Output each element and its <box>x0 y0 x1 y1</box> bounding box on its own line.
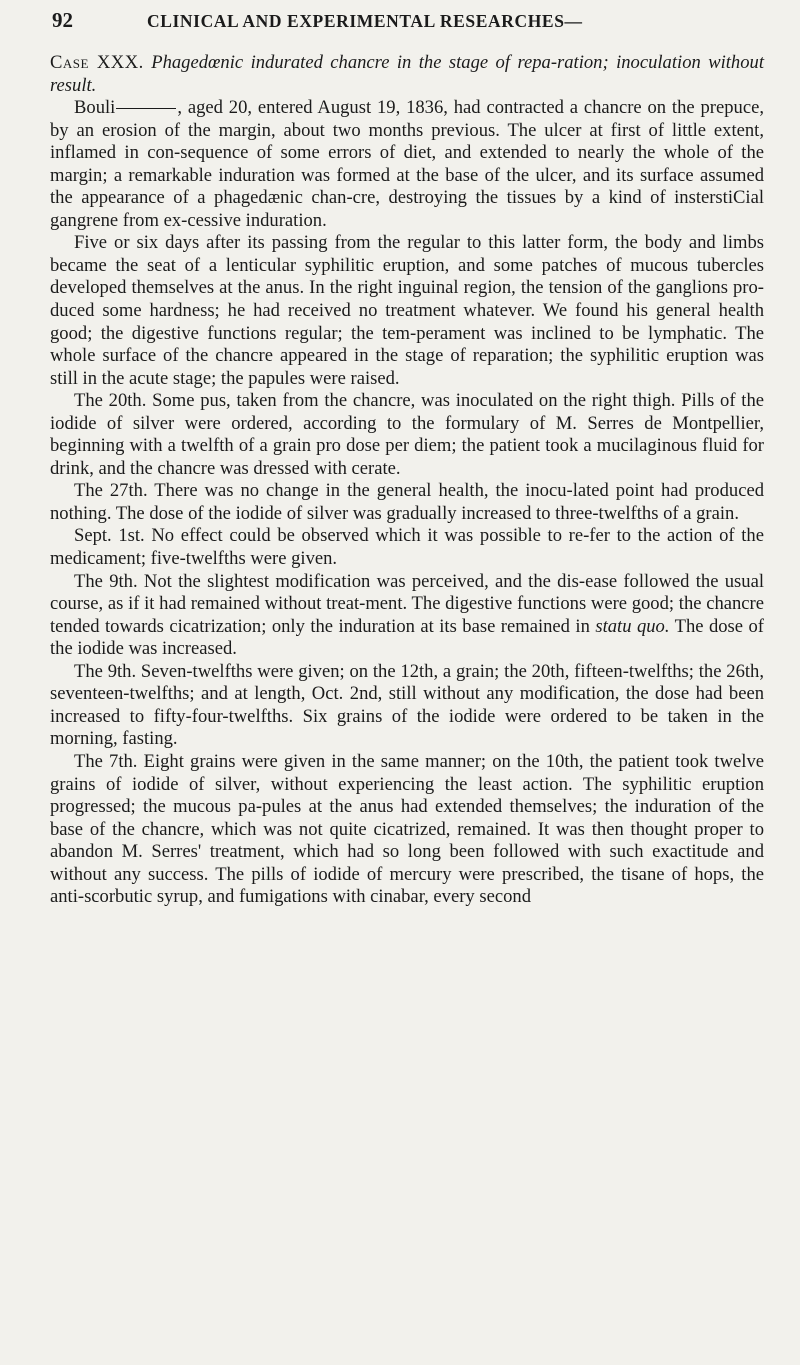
paragraph: The 7th. Eight grains were given in the same manner; on the 10th, the patient took twelve grains of iodide of silver, without experiencing the least action. The syphilitic eruption progressed; the mucous pa-pules at the anus had extended themselves; the induration of the base of the chancre, which was not quite cicatrized, remained. It was then thought proper to abandon M. Serres' treatment, which had so long been followed with such exactitude and without any success. The pills of iodide of mercury were prescribed, the tisane of hops, the anti-scorbutic syrup, and fumigations with cinabar, every second <box>50 750 764 908</box>
page-header <box>52 4 760 44</box>
paragraph-text: The 9th. Not the slightest modification was perceived, and the dis-ease followed the usual course, as if it had remained without treat-ment. The digestive functions were good; the chancre tended towards cicatrization; only the induration at its base remained in <box>50 570 764 637</box>
paragraph-text: , aged 20, entered August 19, 1836, had contracted a chancre on the prepuce, by an erosion of the margin, about two months previous. The ulcer at first of little extent, inflamed in con-sequence of some errors of diet, and extended to nearly the whole of the margin; a remarkable induration was formed at the base of the ulcer, and its surface assumed the appearance of a phagedænic chan-cre, destroying the tissues by a kind of insterstiCial gangrene from ex-cessive induration. <box>50 97 764 231</box>
running-head: CLINICAL AND EXPERIMENTAL RESEARCHES— <box>147 11 583 31</box>
paragraph: Five or six days after its passing from the regular to this latter form, the body and limbs became the seat of a lenticular syphilitic eruption, and some patches of mucous tubercles developed themselves at the anus. In the right inguinal region, the tension of the ganglions pro-duced some hardness; he had received no treatment whatever. We found his general health good; the digestive functions regular; the tem-perament was inclined to be lymphatic. The whole surface of the chancre appeared in the stage of reparation; the syphilitic eruption was still in the acute stage; the papules were raised. <box>50 232 764 389</box>
case-title <box>50 52 764 97</box>
page-number: 92 <box>52 8 73 32</box>
paragraph <box>50 97 764 232</box>
paragraph <box>50 571 764 661</box>
paragraph: The 27th. There was no change in the general health, the inocu-lated point had produced nothing. The dose of the iodide of silver was gradually increased to three-twelfths of a grain. <box>50 480 764 524</box>
paragraph: Sept. 1st. No effect could be observed which it was possible to re-fer to the action of the medicament; five-twelfths were given. <box>50 525 764 570</box>
latin-phrase: statu quo. <box>595 615 670 637</box>
patient-name: Bouli <box>74 97 116 119</box>
paragraph: The 20th. Some pus, taken from the chancre, was inoculated on the right thigh. Pills of the iodide of silver were ordered, according to the formulary of M. Serres de Montpellier, beginning with a twelfth of a grain pro dose per diem; the patient took a mucilaginous fluid for drink, and the chancre was dressed with cerate. <box>50 390 764 479</box>
case-heading: Phagedœnic indurated chancre in the stage of repa-ration; inoculation without result. <box>50 52 764 96</box>
name-blank-rule <box>116 108 176 109</box>
case-label: Case XXX. <box>50 52 144 73</box>
paragraph-text: The dose of the iodide was increased. <box>50 615 764 660</box>
body-text <box>50 52 764 909</box>
paragraph: The 9th. Seven-twelfths were given; on the 12th, a grain; the 20th, fifteen-twelfths; the 26th, seventeen-twelfths; and at length, Oct. 2nd, still without any modification, the dose had been increased to fifty-four-twelfths. Six grains of the iodide were ordered to be taken in the morning, fasting. <box>50 660 764 750</box>
